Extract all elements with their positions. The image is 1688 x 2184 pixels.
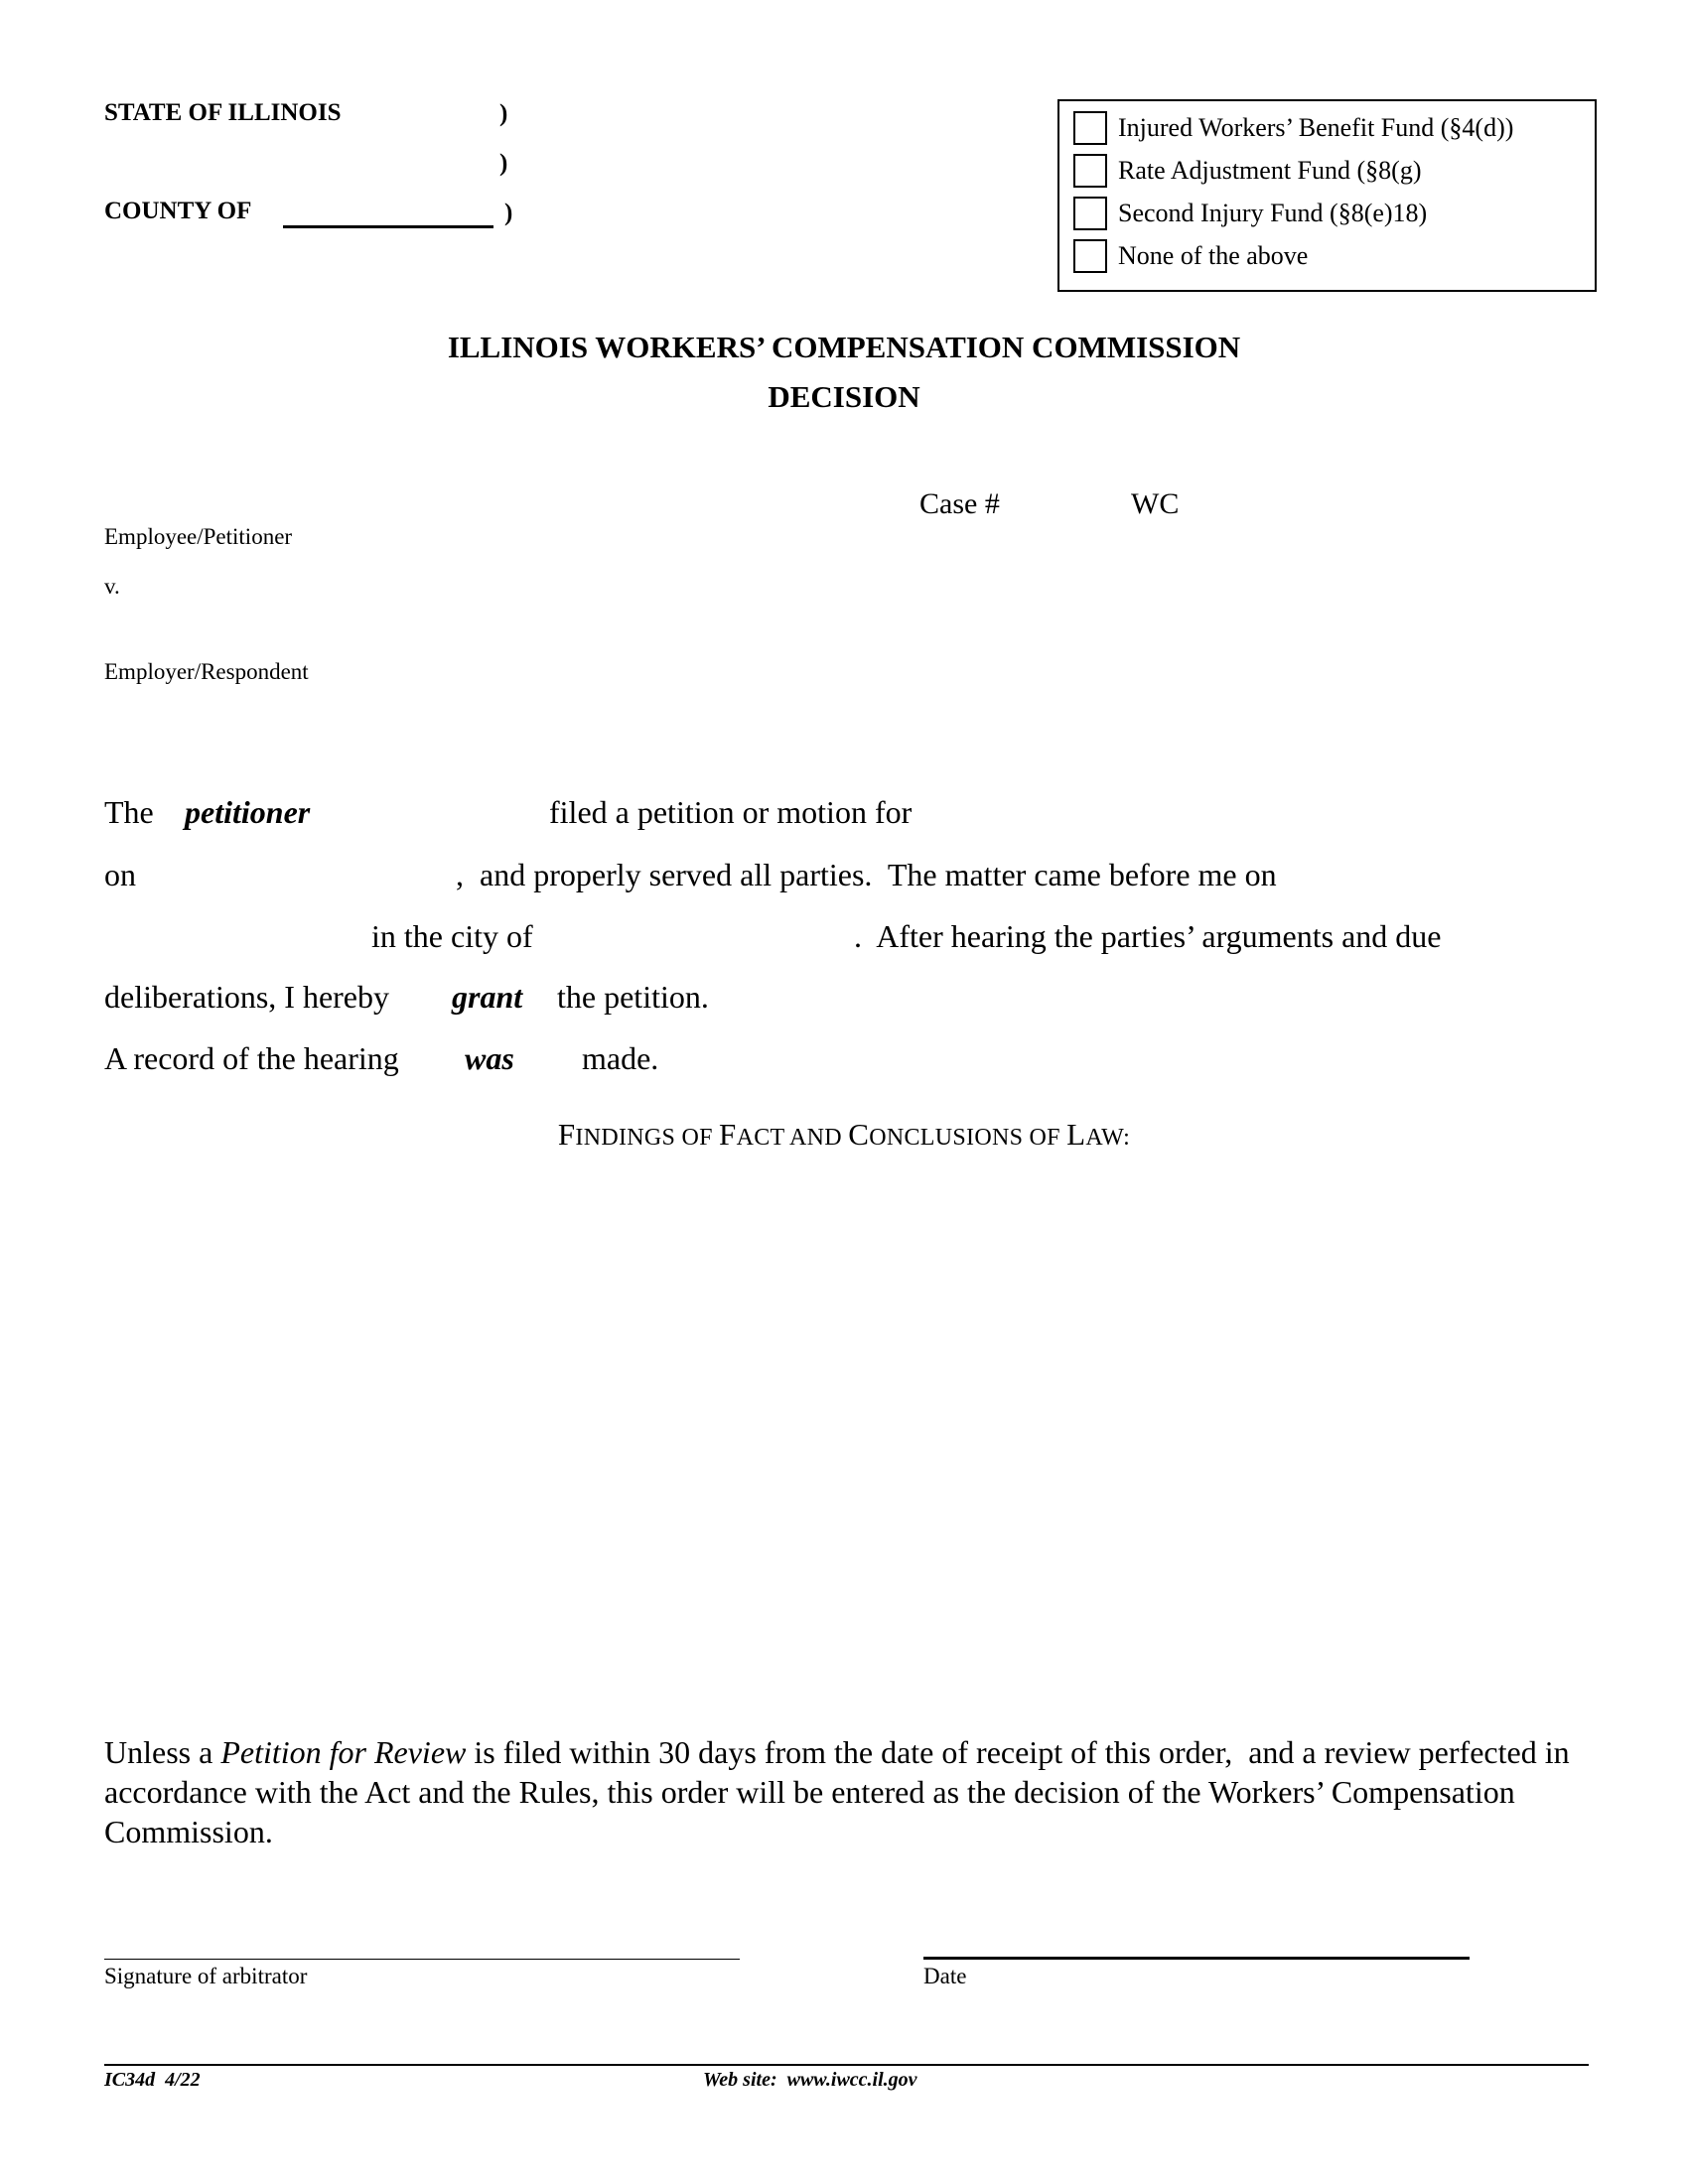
findings-word: ONCLUSIONS OF <box>869 1125 1067 1151</box>
findings-letter: F <box>719 1117 737 1152</box>
review-notice <box>104 1732 1594 1851</box>
fund-label: Second Injury Fund (§8(e)18) <box>1118 199 1428 227</box>
employer-respondent-label: Employer/Respondent <box>104 659 309 684</box>
fund-checkbox[interactable] <box>1073 154 1107 188</box>
fund-checkbox[interactable] <box>1073 197 1107 230</box>
fund-checkbox-panel <box>1057 99 1597 292</box>
findings-heading <box>0 1117 1688 1153</box>
notice-pre: Unless a <box>104 1734 221 1770</box>
versus-label: v. <box>104 574 120 599</box>
date-line[interactable] <box>923 1957 1470 1960</box>
employee-petitioner-label: Employee/Petitioner <box>104 524 293 549</box>
body-the: The <box>104 794 154 830</box>
commission-title: ILLINOIS WORKERS’ COMPENSATION COMMISSION <box>447 330 1241 364</box>
body-deliberations: deliberations, I hereby <box>104 979 389 1015</box>
fund-option[interactable] <box>1073 152 1421 190</box>
body-on: on <box>104 857 136 892</box>
fund-label: Injured Workers’ Benefit Fund (§4(d)) <box>1118 113 1514 142</box>
body-made: made. <box>582 1040 659 1076</box>
fund-option[interactable] <box>1073 109 1513 147</box>
state-label: STATE OF ILLINOIS <box>104 99 342 126</box>
body-served: , and properly served all parties. The matter came before me on <box>456 857 1277 892</box>
body-city: in the city of <box>371 918 533 954</box>
fund-option[interactable] <box>1073 195 1427 232</box>
findings-word: AW: <box>1085 1125 1131 1151</box>
form-id: IC34d 4/22 <box>104 2069 201 2091</box>
county-label: COUNTY OF <box>104 198 252 224</box>
body-petition: the petition. <box>557 979 709 1015</box>
findings-word: INDINGS OF <box>575 1125 720 1151</box>
footer-divider <box>104 2064 1589 2066</box>
fund-label: Rate Adjustment Fund (§8(g) <box>1118 156 1422 185</box>
body-filed: filed a petition or motion for <box>549 794 913 830</box>
case-prefix: WC <box>1131 487 1180 520</box>
fund-checkbox[interactable] <box>1073 111 1107 145</box>
notice-italic: Petition for Review <box>220 1734 467 1770</box>
paren-2: ) <box>499 150 508 177</box>
date-label: Date <box>923 1964 967 1988</box>
body-after: . After hearing the parties’ arguments and due <box>854 918 1442 954</box>
body-record: A record of the hearing <box>104 1040 399 1076</box>
paren-1: ) <box>499 100 508 127</box>
fund-option[interactable] <box>1073 237 1308 275</box>
findings-letter: F <box>557 1117 576 1152</box>
notice-post: is filed within 30 days from the date of receipt of this order, and a review perfected in accordance with the Act and the Rules, this order will be entered as the decision of the Workers’ Compensation Commission. <box>104 1734 1578 1849</box>
findings-letter: L <box>1066 1117 1086 1152</box>
record-status: was <box>465 1040 514 1076</box>
signature-label: Signature of arbitrator <box>104 1964 308 1988</box>
findings-word: ACT AND <box>736 1125 849 1151</box>
fund-label: None of the above <box>1118 241 1309 270</box>
paren-3: ) <box>504 200 513 226</box>
party-type: petitioner <box>185 794 311 830</box>
signature-line[interactable] <box>104 1959 740 1960</box>
ruling: grant <box>452 979 523 1015</box>
findings-letter: C <box>848 1117 870 1152</box>
fund-checkbox[interactable] <box>1073 239 1107 273</box>
county-input-line[interactable] <box>283 225 493 228</box>
decision-title: DECISION <box>768 379 920 414</box>
case-number-label: Case # <box>919 487 1000 520</box>
website: Web site: www.iwcc.il.gov <box>703 2069 917 2091</box>
